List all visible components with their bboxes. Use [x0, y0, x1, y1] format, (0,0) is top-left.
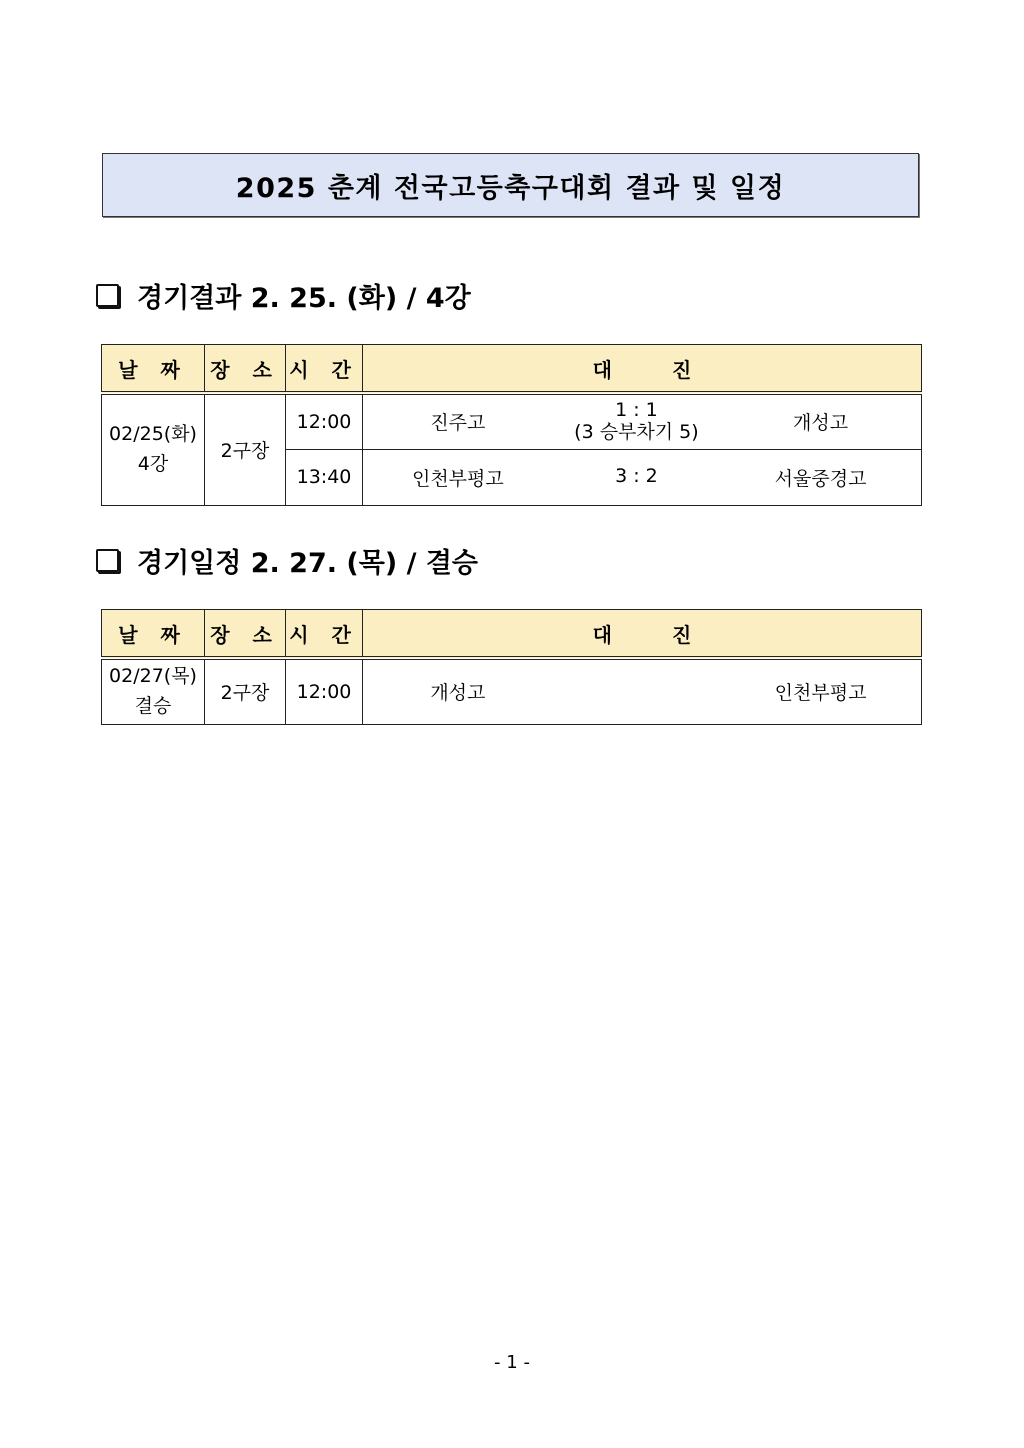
date-cell	[102, 393, 205, 505]
header-date: 날 짜	[102, 610, 205, 659]
team-away: 서울중경고	[774, 467, 867, 490]
results-table	[101, 344, 922, 506]
date-cell	[102, 658, 205, 724]
table-row	[102, 393, 922, 449]
checkbox-icon	[96, 284, 119, 307]
table-row	[102, 658, 922, 724]
section-heading-results	[96, 276, 471, 315]
team-away: 인천부평고	[774, 682, 867, 705]
header-venue: 장 소	[205, 610, 286, 659]
header-time: 시 간	[286, 345, 363, 394]
date-text: 02/25(화)	[109, 423, 197, 446]
document-title: 2025 춘계 전국고등축구대회 결과 및 일정	[235, 172, 786, 204]
team-home: 개성고	[430, 682, 486, 705]
time-cell: 13:40	[286, 449, 363, 505]
header-match	[363, 345, 922, 394]
round-text: 4강	[137, 452, 169, 475]
header-match	[363, 610, 922, 659]
score-main: 1 : 1	[615, 398, 658, 421]
team-home: 인천부평고	[411, 467, 504, 490]
score-main: 3 : 2	[615, 465, 658, 488]
header-match-b: 진	[672, 622, 692, 647]
table-header-row	[102, 610, 922, 659]
match-cell	[363, 393, 922, 449]
section-heading-results-text: 경기결과 2. 25. (화) / 4강	[137, 283, 471, 314]
schedule-table	[101, 609, 922, 725]
match-cell	[363, 658, 922, 724]
score-penalty: (3 승부차기 5)	[574, 420, 699, 443]
header-time: 시 간	[286, 610, 363, 659]
score	[553, 400, 720, 444]
header-match-a: 대	[592, 622, 612, 647]
table-header-row	[102, 345, 922, 394]
time-cell: 12:00	[286, 658, 363, 724]
match-cell	[363, 449, 922, 505]
document-title-box	[102, 153, 919, 217]
header-match-b: 진	[672, 357, 692, 382]
header-date: 날 짜	[102, 345, 205, 394]
page-number: - 1 -	[494, 1352, 530, 1373]
section-heading-schedule-text: 경기일정 2. 27. (목) / 결승	[137, 548, 478, 579]
date-text: 02/27(목)	[109, 665, 197, 688]
header-venue: 장 소	[205, 345, 286, 394]
round-text: 결승	[134, 694, 172, 717]
time-cell: 12:00	[286, 393, 363, 449]
team-home: 진주고	[430, 412, 486, 435]
score	[553, 466, 720, 488]
section-heading-schedule	[96, 541, 478, 580]
checkbox-icon	[96, 549, 119, 572]
header-match-a: 대	[592, 357, 612, 382]
venue-cell: 2구장	[205, 658, 286, 724]
venue-cell: 2구장	[205, 393, 286, 505]
team-away: 개성고	[793, 412, 849, 435]
